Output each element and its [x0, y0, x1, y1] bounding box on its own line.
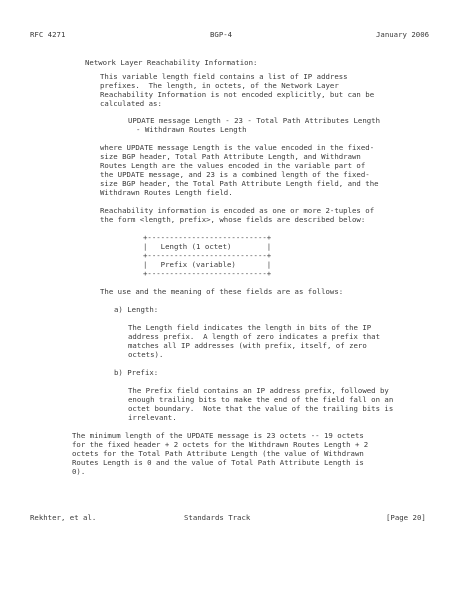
where-line: Withdrawn Routes Length field.	[100, 188, 233, 197]
footer-page-number: [Page 20]	[386, 513, 426, 522]
diagram-border: +---------------------------+	[143, 233, 272, 242]
prefix-description-line: enough trailing bits to make the end of the field fall on an	[128, 395, 394, 404]
where-line: Routes Length are the values encoded in the variable part of	[100, 161, 366, 170]
header-rfc-number: RFC 4271	[30, 30, 66, 39]
length-heading: a) Length:	[114, 305, 159, 314]
use-meaning-line: The use and the meaning of these fields are as follows:	[100, 287, 344, 296]
reachability-line: Reachability information is encoded as one or more 2-tuples of	[100, 206, 375, 215]
intro-line: calculated as:	[100, 99, 162, 108]
diagram-prefix-field: | Prefix (variable) |	[143, 260, 272, 269]
intro-line: This variable length field contains a list of IP address	[100, 72, 348, 81]
minimum-length-line: octets for the Total Path Attribute Length (the value of Withdrawn	[72, 449, 364, 458]
where-line: size BGP header, Total Path Attribute Length, and Withdrawn	[100, 152, 361, 161]
prefix-description-line: irrelevant.	[128, 413, 177, 422]
footer-status: Standards Track	[184, 513, 251, 522]
where-line: size BGP header, the Total Path Attribute Length field, and the	[100, 179, 379, 188]
prefix-description-line: octet boundary. Note that the value of the trailing bits is	[128, 404, 394, 413]
minimum-length-line: 0).	[72, 467, 86, 476]
prefix-description-line: The Prefix field contains an IP address prefix, followed by	[128, 386, 389, 395]
header-title: BGP-4	[210, 30, 233, 39]
footer-authors: Rekhter, et al.	[30, 513, 97, 522]
where-line: the UPDATE message, and 23 is a combined length of the fixed-	[100, 170, 370, 179]
length-description-line: octets).	[128, 350, 164, 359]
intro-line: prefixes. The length, in octets, of the Network Layer	[100, 81, 339, 90]
header-date: January 2006	[376, 30, 430, 39]
prefix-heading: b) Prefix:	[114, 368, 159, 377]
minimum-length-line: The minimum length of the UPDATE message is 23 octets -- 19 octets	[72, 431, 364, 440]
length-description-line: The Length field indicates the length in bits of the IP	[128, 323, 372, 332]
reachability-line: the form <length, prefix>, whose fields are described below:	[100, 215, 366, 224]
formula-line: UPDATE message Length - 23 - Total Path Attributes Length	[128, 116, 381, 125]
diagram-border: +---------------------------+	[143, 251, 272, 260]
formula-line: - Withdrawn Routes Length	[136, 125, 247, 134]
minimum-length-line: Routes Length is 0 and the value of Total Path Attribute Length is	[72, 458, 364, 467]
diagram-border: +---------------------------+	[143, 269, 272, 278]
intro-line: Reachability Information is not encoded explicitly, but can be	[100, 90, 375, 99]
section-title: Network Layer Reachability Information:	[85, 58, 258, 67]
where-line: where UPDATE message Length is the value encoded in the fixed-	[100, 143, 375, 152]
length-description-line: address prefix. A length of zero indicates a prefix that	[128, 332, 381, 341]
diagram-length-field: | Length (1 octet) |	[143, 242, 272, 251]
length-description-line: matches all IP addresses (with prefix, itself, of zero	[128, 341, 367, 350]
minimum-length-line: for the fixed header + 2 octets for the Withdrawn Routes Length + 2	[72, 440, 369, 449]
